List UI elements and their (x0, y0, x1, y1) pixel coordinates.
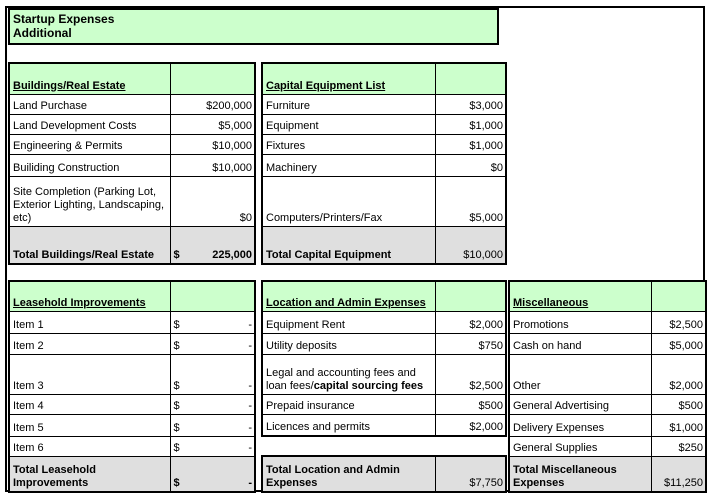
row-label: Item 6 (9, 436, 170, 456)
row-label: Item 4 (9, 394, 170, 414)
table-row (9, 394, 255, 414)
total-label: Total Capital Equipment (262, 226, 435, 264)
row-value: $2,000 (435, 311, 506, 333)
table-row (262, 94, 506, 114)
table-row (509, 311, 706, 333)
table-title: Miscellaneous (509, 281, 651, 311)
table-row (262, 414, 506, 436)
total-value (170, 226, 255, 264)
table-header-value-cell (170, 63, 255, 94)
table-row (9, 154, 255, 176)
row-label: Other (509, 354, 651, 394)
expense-table-location-admin (261, 280, 507, 437)
table-row (9, 114, 255, 134)
table-row (262, 114, 506, 134)
row-label: General Advertising (509, 394, 651, 414)
total-row (262, 456, 506, 492)
table-header-value-cell (435, 63, 506, 94)
row-value: $1,000 (435, 114, 506, 134)
total-value: $11,250 (651, 456, 706, 492)
table-header-row (9, 281, 255, 311)
table-row (509, 354, 706, 394)
row-label: Utility deposits (262, 333, 435, 354)
total-row (9, 226, 255, 264)
row-value (170, 354, 255, 394)
row-label: Prepaid insurance (262, 394, 435, 414)
amount: - (248, 399, 252, 412)
row-value: $10,000 (170, 134, 255, 154)
amount: - (248, 421, 252, 434)
table-title: Leasehold Improvements (9, 281, 170, 311)
row-value: $2,000 (435, 414, 506, 436)
row-label (262, 354, 435, 394)
row-value (170, 436, 255, 456)
row-value (170, 394, 255, 414)
currency-symbol: $ (173, 379, 180, 392)
total-row (262, 226, 506, 264)
table-row (262, 134, 506, 154)
row-value (170, 414, 255, 436)
amount: - (248, 379, 252, 392)
total-row (509, 456, 706, 492)
currency-symbol: $ (173, 318, 180, 331)
currency-symbol: $ (173, 441, 180, 454)
table-row (9, 94, 255, 114)
row-label: Equipment (262, 114, 435, 134)
currency-symbol: $ (173, 421, 180, 434)
row-label: Fixtures (262, 134, 435, 154)
table-row (262, 354, 506, 394)
row-value: $1,000 (435, 134, 506, 154)
table-row (9, 436, 255, 456)
table-row (262, 333, 506, 354)
table-header-value-cell (651, 281, 706, 311)
row-value: $5,000 (170, 114, 255, 134)
row-value (170, 333, 255, 354)
row-value: $1,000 (651, 414, 706, 436)
row-label-normal: Legal and accounting fees and loan fees/ (266, 366, 416, 392)
row-label: Cash on hand (509, 333, 651, 354)
row-value (170, 311, 255, 333)
amount: - (248, 441, 252, 454)
row-value: $5,000 (651, 333, 706, 354)
table-row (9, 354, 255, 394)
currency-symbol: $ (173, 339, 180, 352)
expense-table-miscellaneous (508, 280, 707, 493)
total-amount: - (248, 477, 252, 489)
row-value: $200,000 (170, 94, 255, 114)
row-value: $5,000 (435, 176, 506, 226)
row-value: $500 (651, 394, 706, 414)
table-row (9, 311, 255, 333)
table-header-row (509, 281, 706, 311)
expense-table-capital-equipment (261, 62, 507, 265)
table-row (9, 176, 255, 226)
row-label: Promotions (509, 311, 651, 333)
expense-table-location-admin-total (261, 455, 507, 493)
row-label: General Supplies (509, 436, 651, 456)
table-row (262, 394, 506, 414)
row-label: Machinery (262, 154, 435, 176)
amount: - (248, 318, 252, 331)
table-header-value-cell (170, 281, 255, 311)
table-row (509, 436, 706, 456)
row-value: $2,500 (435, 354, 506, 394)
sheet-title-line1: Startup Expenses (13, 12, 115, 26)
row-label: Furniture (262, 94, 435, 114)
row-label: Item 1 (9, 311, 170, 333)
total-value (170, 456, 255, 492)
total-label: Total Miscellaneous Expenses (509, 456, 651, 492)
total-label: Total Location and Admin Expenses (262, 456, 435, 492)
row-value: $250 (651, 436, 706, 456)
table-row (262, 176, 506, 226)
total-row (9, 456, 255, 492)
currency-symbol: $ (173, 249, 180, 261)
row-label: Equipment Rent (262, 311, 435, 333)
row-label: Engineering & Permits (9, 134, 170, 154)
table-row (509, 333, 706, 354)
row-value: $500 (435, 394, 506, 414)
row-label-bold: capital sourcing fees (313, 379, 424, 392)
row-value: $0 (170, 176, 255, 226)
amount: - (248, 339, 252, 352)
table-title: Capital Equipment List (262, 63, 435, 94)
row-label: Computers/Printers/Fax (262, 176, 435, 226)
row-label: Item 3 (9, 354, 170, 394)
total-label: Total Leasehold Improvements (9, 456, 170, 492)
row-value: $0 (435, 154, 506, 176)
table-header-row (262, 63, 506, 94)
row-label: Delivery Expenses (509, 414, 651, 436)
total-value: $7,750 (435, 456, 506, 492)
total-label: Total Buildings/Real Estate (9, 226, 170, 264)
currency-symbol: $ (173, 399, 180, 412)
row-value: $10,000 (170, 154, 255, 176)
table-row (9, 333, 255, 354)
row-label: Licences and permits (262, 414, 435, 436)
row-value: $2,000 (651, 354, 706, 394)
row-label: Land Purchase (9, 94, 170, 114)
table-title: Buildings/Real Estate (9, 63, 170, 94)
expense-table-leasehold (8, 280, 256, 493)
total-amount: 225,000 (212, 249, 252, 261)
table-row (509, 394, 706, 414)
row-value: $3,000 (435, 94, 506, 114)
table-row (262, 154, 506, 176)
row-value: $750 (435, 333, 506, 354)
row-value: $2,500 (651, 311, 706, 333)
table-title: Location and Admin Expenses (262, 281, 435, 311)
row-label: Site Completion (Parking Lot, Exterior Lighting, Landscaping, etc) (9, 176, 170, 226)
sheet-title (8, 8, 499, 45)
row-label: Item 5 (9, 414, 170, 436)
total-value: $10,000 (435, 226, 506, 264)
table-header-value-cell (435, 281, 506, 311)
row-label: Land Development Costs (9, 114, 170, 134)
sheet-title-line2: Additional (13, 26, 72, 40)
table-row (262, 311, 506, 333)
table-header-row (262, 281, 506, 311)
table-row (509, 414, 706, 436)
table-header-row (9, 63, 255, 94)
currency-symbol: $ (173, 477, 180, 489)
table-row (9, 414, 255, 436)
row-label: Builiding Construction (9, 154, 170, 176)
table-row (9, 134, 255, 154)
expense-table-buildings (8, 62, 256, 265)
row-label: Item 2 (9, 333, 170, 354)
